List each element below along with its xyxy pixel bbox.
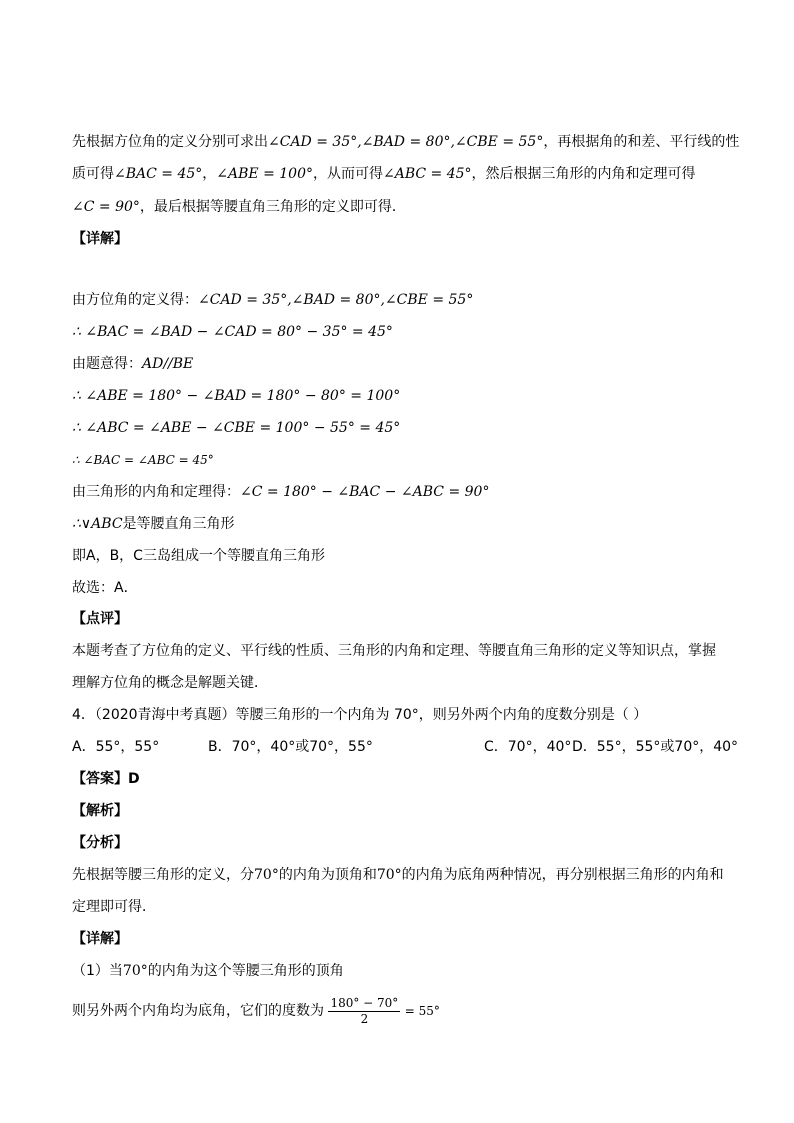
detail-line-4: ∴ ∠ABE = 180° − ∠BAD = 180° − 80° = 100°	[72, 388, 401, 404]
option-a: A．55°，55°	[72, 739, 160, 755]
detail-line-1: 由方位角的定义得：∠CAD = 35°,∠BAD = 80°,∠CBE = 55°	[72, 292, 474, 308]
analysis-line-3: ∠C = 90°，最后根据等腰直角三角形的定义即可得．	[72, 199, 406, 215]
option-c: C．70°，40°	[484, 739, 572, 755]
fraction: $\frac{180^\circ - 70^\circ}{2}$	[330, 995, 399, 1026]
detail2-header: 【详解】	[72, 931, 128, 947]
question-stem: 4．（2020青海中考真题）等腰三角形的一个内角为 70°，则另外两个内角的度数分别是（ ）	[72, 707, 648, 723]
detail-header: 【详解】	[72, 231, 128, 247]
detail-line-8: ∴∨ABC是等腰直角三角形	[72, 516, 235, 532]
option-d: D．55°，55°或70°，40°	[572, 739, 739, 755]
option-b: B．70°，40°或70°，55°	[208, 739, 373, 755]
comment-line-2: 理解方位角的概念是解题关键．	[72, 675, 268, 691]
answer-label: 【答案】D	[72, 771, 140, 787]
detail2-line-2: 则另外两个内角均为底角，它们的度数为 $\frac{180^\circ - 70^\circ}{2}$ = 55°	[72, 995, 440, 1026]
analysis-line-1: 先根据方位角的定义分别可求出∠CAD = 35°,∠BAD = 80°,∠CBE = 55°，再根据角的和差、平行线的性	[72, 134, 740, 150]
detail-line-2: ∴ ∠BAC = ∠BAD − ∠CAD = 80° − 35° = 45°	[72, 324, 393, 340]
analysis-label: 【解析】	[72, 803, 128, 819]
detail-line-3: 由题意得：AD//BE	[72, 356, 194, 372]
detail-line-9: 即A，B，C三岛组成一个等腰直角三角形	[72, 548, 325, 564]
fenxi-label: 【分析】	[72, 835, 128, 851]
detail-line-6: ∴ ∠BAC = ∠ABC = 45°	[72, 453, 214, 467]
detail-line-7: 由三角形的内角和定理得：∠C = 180° − ∠BAC − ∠ABC = 90°	[72, 484, 490, 500]
fenxi-line-2: 定理即可得．	[72, 899, 156, 915]
comment-header: 【点评】	[72, 611, 128, 627]
fenxi-line-1: 先根据等腰三角形的定义，分70°的内角为顶角和70°的内角为底角两种情况，再分别根据三角形的内角和	[72, 867, 724, 883]
analysis-line-2: 质可得∠BAC = 45°，∠ABE = 100°，从而可得∠ABC = 45°，然后根据三角形的内角和定理可得	[72, 166, 696, 182]
detail-line-5: ∴ ∠ABC = ∠ABE − ∠CBE = 100° − 55° = 45°	[72, 420, 401, 436]
detail2-line-1: （1）当70°的内角为这个等腰三角形的顶角	[72, 963, 344, 979]
detail-line-10: 故选：A．	[72, 580, 138, 596]
comment-line-1: 本题考查了方位角的定义、平行线的性质、三角形的内角和定理、等腰直角三角形的定义等知识点，掌握	[72, 643, 716, 659]
